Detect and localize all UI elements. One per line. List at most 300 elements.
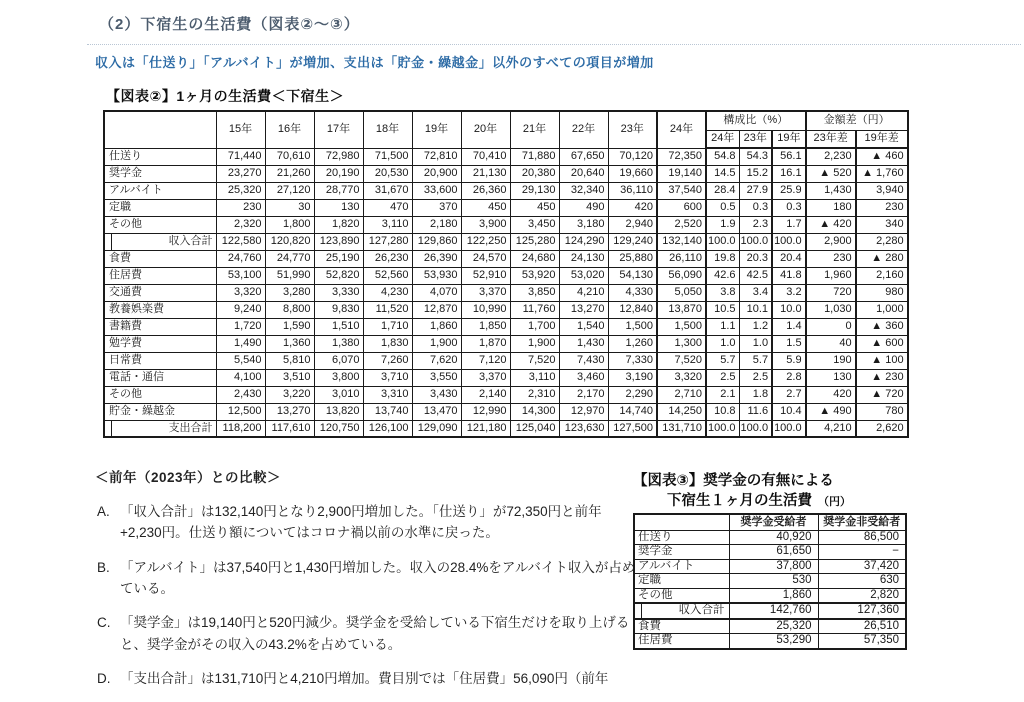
column-header: 奨学金受給者 [729, 514, 818, 530]
ratio-cell: 14.5 [706, 165, 739, 182]
table-row [104, 284, 908, 301]
row-label: 貯金・繰越金 [104, 403, 216, 420]
row-label: 食費 [634, 619, 729, 634]
cell: 51,990 [265, 267, 314, 284]
ratio-cell: 1.4 [772, 318, 806, 335]
cell: 3,450 [510, 216, 559, 233]
cell: 130 [314, 199, 363, 216]
row-label: 勉学費 [104, 335, 216, 352]
row-label: 定職 [634, 574, 729, 589]
diff-column-header: 23年差 [806, 130, 856, 148]
cell: 14,300 [510, 403, 559, 420]
cell: 7,430 [559, 352, 608, 369]
cell: 1,380 [314, 335, 363, 352]
row-label: 仕送り [634, 530, 729, 545]
ratio-cell: 1.0 [706, 335, 739, 352]
cell: 2,320 [216, 216, 265, 233]
cell: 26,360 [461, 182, 510, 199]
figure3-unit-label: （円） [818, 495, 851, 508]
ratio-cell: 3.8 [706, 284, 739, 301]
diff-cell: 1,030 [806, 301, 856, 318]
cell: 56,090 [657, 267, 706, 284]
cell: 52,910 [461, 267, 510, 284]
table-row [104, 420, 908, 437]
ratio-cell: 2.5 [706, 369, 739, 386]
ratio-cell: 11.6 [739, 403, 772, 420]
cell: 25,880 [608, 250, 657, 267]
cell: 1,430 [559, 335, 608, 352]
cell: 5,810 [265, 352, 314, 369]
cell: 1,850 [461, 318, 510, 335]
table-row [104, 318, 908, 335]
cell: 1,510 [314, 318, 363, 335]
cell: 125,280 [510, 233, 559, 250]
comparison-item [95, 668, 641, 689]
ratio-cell: 10.5 [706, 301, 739, 318]
cell: 2,820 [818, 588, 906, 603]
ratio-cell: 54.8 [706, 148, 739, 165]
cell: 24,760 [216, 250, 265, 267]
cell: 20,380 [510, 165, 559, 182]
diff-cell: 1,960 [806, 267, 856, 284]
ratio-cell: 1.0 [739, 335, 772, 352]
cell: 70,610 [265, 148, 314, 165]
comparison-item-text: 「奨学金」は19,140円と520円減少。奨学金を受給している下宿生だけを取り上げると、奨学金がその収入の43.2%を占めている。 [120, 615, 630, 652]
diff-cell: 1,000 [856, 301, 908, 318]
diff-cell: 130 [806, 369, 856, 386]
diff-cell: 0 [806, 318, 856, 335]
cell: 3,370 [461, 369, 510, 386]
cell: 7,120 [461, 352, 510, 369]
ratio-cell: 10.4 [772, 403, 806, 420]
cell: 1,700 [510, 318, 559, 335]
corner-header [104, 111, 216, 148]
cell: 123,890 [314, 233, 363, 250]
cell: 24,130 [559, 250, 608, 267]
corner-header [634, 514, 729, 530]
comparison-items [95, 501, 641, 689]
cell: − [818, 545, 906, 560]
cell: 3,510 [265, 369, 314, 386]
comparison-item [95, 501, 641, 544]
ratio-cell: 0.3 [739, 199, 772, 216]
table-row [104, 199, 908, 216]
ratio-cell: 3.2 [772, 284, 806, 301]
cell: 11,760 [510, 301, 559, 318]
ratio-cell: 2.3 [739, 216, 772, 233]
diff-cell: 1,430 [806, 182, 856, 199]
cell: 70,410 [461, 148, 510, 165]
cell: 11,520 [363, 301, 412, 318]
ratio-cell: 27.9 [739, 182, 772, 199]
cell: 1,720 [216, 318, 265, 335]
cell: 53,290 [729, 634, 818, 649]
ratio-cell: 5.7 [739, 352, 772, 369]
cell: 121,180 [461, 420, 510, 437]
cell: 1,800 [265, 216, 314, 233]
diff-cell: 4,210 [806, 420, 856, 437]
table-row [634, 588, 906, 603]
cell: 230 [216, 199, 265, 216]
cell: 1,900 [412, 335, 461, 352]
cell: 2,180 [412, 216, 461, 233]
diff-cell: 230 [856, 199, 908, 216]
ratio-cell: 100.0 [772, 420, 806, 437]
ratio-cell: 10.0 [772, 301, 806, 318]
ratio-cell: 0.3 [772, 199, 806, 216]
cell: 1,300 [657, 335, 706, 352]
cell: 1,360 [265, 335, 314, 352]
ratio-cell: 2.1 [706, 386, 739, 403]
cell: 3,460 [559, 369, 608, 386]
table-row [634, 559, 906, 574]
cell: 19,140 [657, 165, 706, 182]
cell: 3,180 [559, 216, 608, 233]
cell: 3,430 [412, 386, 461, 403]
ratio-cell: 19.8 [706, 250, 739, 267]
cell: 40,920 [729, 530, 818, 545]
cell: 54,130 [608, 267, 657, 284]
diff-column-header: 19年差 [856, 130, 908, 148]
cell: 37,420 [818, 559, 906, 574]
ratio-column-header: 19年 [772, 130, 806, 148]
comparison-item-label: A. [97, 504, 110, 519]
comparison-item-label: B. [97, 559, 110, 575]
figure3-table [633, 513, 907, 650]
ratio-cell: 10.1 [739, 301, 772, 318]
cell: 72,810 [412, 148, 461, 165]
table-row [634, 545, 906, 560]
table-row [104, 301, 908, 318]
ratio-cell: 42.6 [706, 267, 739, 284]
cell: 26,510 [818, 619, 906, 634]
cell: 25,190 [314, 250, 363, 267]
cell: 129,090 [412, 420, 461, 437]
cell: 53,930 [412, 267, 461, 284]
table-row [104, 369, 908, 386]
cell: 19,660 [608, 165, 657, 182]
cell: 7,520 [510, 352, 559, 369]
diff-cell: 2,280 [856, 233, 908, 250]
cell: 13,740 [363, 403, 412, 420]
cell: 450 [461, 199, 510, 216]
cell: 57,350 [818, 634, 906, 649]
cell: 1,260 [608, 335, 657, 352]
cell: 12,970 [559, 403, 608, 420]
table-row [634, 530, 906, 545]
diff-cell: 40 [806, 335, 856, 352]
cell: 13,820 [314, 403, 363, 420]
diff-cell: ▲ 1,760 [856, 165, 908, 182]
row-label: 交通費 [104, 284, 216, 301]
lead-summary-text: 収入は「仕送り」「アルバイト」が増加、支出は「貯金・繰越金」以外のすべての項目が増加 [95, 55, 654, 70]
ratio-cell: 56.1 [772, 148, 806, 165]
cell: 70,120 [608, 148, 657, 165]
diff-cell: 230 [806, 250, 856, 267]
cell: 32,340 [559, 182, 608, 199]
diff-cell: 2,230 [806, 148, 856, 165]
year-column-header: 17年 [314, 111, 363, 148]
cell: 1,830 [363, 335, 412, 352]
year-column-header: 16年 [265, 111, 314, 148]
cell: 132,140 [657, 233, 706, 250]
cell: 4,230 [363, 284, 412, 301]
table-row [104, 165, 908, 182]
cell: 117,610 [265, 420, 314, 437]
cell: 420 [608, 199, 657, 216]
cell: 4,330 [608, 284, 657, 301]
ratio-cell: 100.0 [706, 420, 739, 437]
cell: 3,280 [265, 284, 314, 301]
cell: 53,920 [510, 267, 559, 284]
ratio-cell: 3.4 [739, 284, 772, 301]
cell: 1,860 [729, 588, 818, 603]
diff-cell: 780 [856, 403, 908, 420]
cell: 118,200 [216, 420, 265, 437]
diff-cell: 180 [806, 199, 856, 216]
row-label: 食費 [104, 250, 216, 267]
table-row [634, 634, 906, 649]
cell: 1,540 [559, 318, 608, 335]
cell: 127,500 [608, 420, 657, 437]
cell: 3,320 [657, 369, 706, 386]
cell: 1,500 [608, 318, 657, 335]
cell: 1,870 [461, 335, 510, 352]
ratio-cell: 42.5 [739, 267, 772, 284]
ratio-cell: 10.8 [706, 403, 739, 420]
cell: 72,350 [657, 148, 706, 165]
cell: 13,270 [559, 301, 608, 318]
cell: 26,390 [412, 250, 461, 267]
cell: 3,110 [510, 369, 559, 386]
row-label: 住居費 [634, 634, 729, 649]
diff-cell: ▲ 490 [806, 403, 856, 420]
comparison-item [95, 557, 641, 600]
cell: 52,820 [314, 267, 363, 284]
cell: 86,500 [818, 530, 906, 545]
cell: 2,170 [559, 386, 608, 403]
cell: 1,710 [363, 318, 412, 335]
cell: 7,620 [412, 352, 461, 369]
cell: 9,240 [216, 301, 265, 318]
diff-cell: ▲ 720 [856, 386, 908, 403]
cell: 26,110 [657, 250, 706, 267]
row-label: 日常費 [104, 352, 216, 369]
cell: 127,280 [363, 233, 412, 250]
cell: 129,240 [608, 233, 657, 250]
table-row [104, 386, 908, 403]
cell: 129,860 [412, 233, 461, 250]
cell: 3,800 [314, 369, 363, 386]
row-label: 電話・通信 [104, 369, 216, 386]
cell: 2,940 [608, 216, 657, 233]
table-row [104, 233, 908, 250]
ratio-cell: 1.5 [772, 335, 806, 352]
cell: 7,520 [657, 352, 706, 369]
table-row [104, 216, 908, 233]
row-label: その他 [104, 386, 216, 403]
cell: 2,290 [608, 386, 657, 403]
cell: 3,190 [608, 369, 657, 386]
cell: 12,870 [412, 301, 461, 318]
cell: 450 [510, 199, 559, 216]
figure2-title: 【図表②】1ヶ月の生活費＜下宿生＞ [106, 88, 345, 104]
cell: 1,820 [314, 216, 363, 233]
ratio-cell: 2.5 [739, 369, 772, 386]
cell: 1,900 [510, 335, 559, 352]
diff-cell: 720 [806, 284, 856, 301]
cell: 53,020 [559, 267, 608, 284]
year-column-header: 15年 [216, 111, 265, 148]
cell: 125,040 [510, 420, 559, 437]
cell: 3,710 [363, 369, 412, 386]
cell: 12,840 [608, 301, 657, 318]
diff-cell: ▲ 230 [856, 369, 908, 386]
cell: 2,710 [657, 386, 706, 403]
diff-cell: 420 [806, 386, 856, 403]
row-label: 収入合計 [634, 603, 729, 619]
cell: 12,990 [461, 403, 510, 420]
cell: 24,680 [510, 250, 559, 267]
comparison-section [95, 466, 641, 702]
year-column-header: 18年 [363, 111, 412, 148]
cell: 20,900 [412, 165, 461, 182]
cell: 13,470 [412, 403, 461, 420]
row-label: 収入合計 [104, 233, 216, 250]
cell: 21,260 [265, 165, 314, 182]
row-label: その他 [634, 588, 729, 603]
table-row [104, 148, 908, 165]
cell: 7,260 [363, 352, 412, 369]
cell: 20,640 [559, 165, 608, 182]
cell: 2,140 [461, 386, 510, 403]
ratio-cell: 100.0 [739, 420, 772, 437]
ratio-cell: 54.3 [739, 148, 772, 165]
cell: 31,670 [363, 182, 412, 199]
cell: 71,440 [216, 148, 265, 165]
table-row [634, 603, 906, 619]
figure3-title [633, 472, 909, 511]
cell: 23,270 [216, 165, 265, 182]
cell: 124,290 [559, 233, 608, 250]
ratio-cell: 5.9 [772, 352, 806, 369]
ratio-cell: 1.1 [706, 318, 739, 335]
cell: 20,530 [363, 165, 412, 182]
header-row-groups [104, 111, 908, 130]
cell: 2,430 [216, 386, 265, 403]
ratio-cell: 20.3 [739, 250, 772, 267]
ratio-cell: 1.9 [706, 216, 739, 233]
ratio-cell: 16.1 [772, 165, 806, 182]
ratio-cell: 5.7 [706, 352, 739, 369]
table-row [634, 619, 906, 634]
row-label: 奨学金 [104, 165, 216, 182]
cell: 1,860 [412, 318, 461, 335]
figure3-section [633, 472, 909, 650]
cell: 29,130 [510, 182, 559, 199]
ratio-cell: 100.0 [772, 233, 806, 250]
row-label: 支出合計 [104, 420, 216, 437]
cell: 8,800 [265, 301, 314, 318]
cell: 25,320 [729, 619, 818, 634]
diff-cell: ▲ 600 [856, 335, 908, 352]
cell: 122,250 [461, 233, 510, 250]
diff-cell: ▲ 360 [856, 318, 908, 335]
comparison-item-text: 「収入合計」は132,140円となり2,900円増加した。「仕送り」が72,350円と前年+2,230円。仕送り額についてはコロナ禍以前の水準に戻った。 [120, 504, 602, 541]
cell: 14,250 [657, 403, 706, 420]
cell: 120,750 [314, 420, 363, 437]
column-header: 奨学金非受給者 [818, 514, 906, 530]
cell: 9,830 [314, 301, 363, 318]
cell: 71,880 [510, 148, 559, 165]
figure2-table [103, 110, 909, 438]
table-row [104, 335, 908, 352]
cell: 6,070 [314, 352, 363, 369]
cell: 4,070 [412, 284, 461, 301]
cell: 3,370 [461, 284, 510, 301]
cell: 490 [559, 199, 608, 216]
table-row [104, 267, 908, 284]
year-column-header: 20年 [461, 111, 510, 148]
comparison-item-label: C. [97, 615, 111, 631]
cell: 61,650 [729, 545, 818, 560]
comparison-item-text: 「支出合計」は131,710円と4,210円増加。費目別では「住居費」56,090円（前年 [120, 670, 609, 686]
ratio-group-header: 構成比（%） [706, 111, 806, 130]
cell: 24,770 [265, 250, 314, 267]
cell: 126,100 [363, 420, 412, 437]
cell: 600 [657, 199, 706, 216]
comparison-item-text: 「アルバイト」は37,540円と1,430円増加した。収入の28.4%をアルバイト収入が占めている。 [120, 559, 636, 596]
section-heading: （2）下宿生の生活費（図表②～③） [87, 13, 1021, 45]
ratio-cell: 2.7 [772, 386, 806, 403]
cell: 4,100 [216, 369, 265, 386]
diff-cell: 340 [856, 216, 908, 233]
cell: 3,330 [314, 284, 363, 301]
cell: 13,870 [657, 301, 706, 318]
cell: 3,550 [412, 369, 461, 386]
cell: 37,540 [657, 182, 706, 199]
cell: 3,110 [363, 216, 412, 233]
cell: 10,990 [461, 301, 510, 318]
figure3-title-line1: 【図表③】奨学金の有無による [633, 473, 834, 489]
cell: 123,630 [559, 420, 608, 437]
cell: 3,900 [461, 216, 510, 233]
cell: 72,980 [314, 148, 363, 165]
cell: 24,570 [461, 250, 510, 267]
diff-cell: ▲ 420 [806, 216, 856, 233]
row-label: 仕送り [104, 148, 216, 165]
cell: 1,500 [657, 318, 706, 335]
cell: 20,190 [314, 165, 363, 182]
row-label: アルバイト [104, 182, 216, 199]
cell: 1,590 [265, 318, 314, 335]
ratio-cell: 15.2 [739, 165, 772, 182]
cell: 33,600 [412, 182, 461, 199]
cell: 52,560 [363, 267, 412, 284]
cell: 630 [818, 574, 906, 589]
ratio-cell: 1.2 [739, 318, 772, 335]
cell: 3,220 [265, 386, 314, 403]
diff-cell: ▲ 520 [806, 165, 856, 182]
cell: 5,050 [657, 284, 706, 301]
diff-cell: 2,620 [856, 420, 908, 437]
cell: 21,130 [461, 165, 510, 182]
ratio-cell: 41.8 [772, 267, 806, 284]
cell: 3,010 [314, 386, 363, 403]
cell: 4,210 [559, 284, 608, 301]
cell: 2,520 [657, 216, 706, 233]
figure3-title-line2 [633, 492, 909, 512]
